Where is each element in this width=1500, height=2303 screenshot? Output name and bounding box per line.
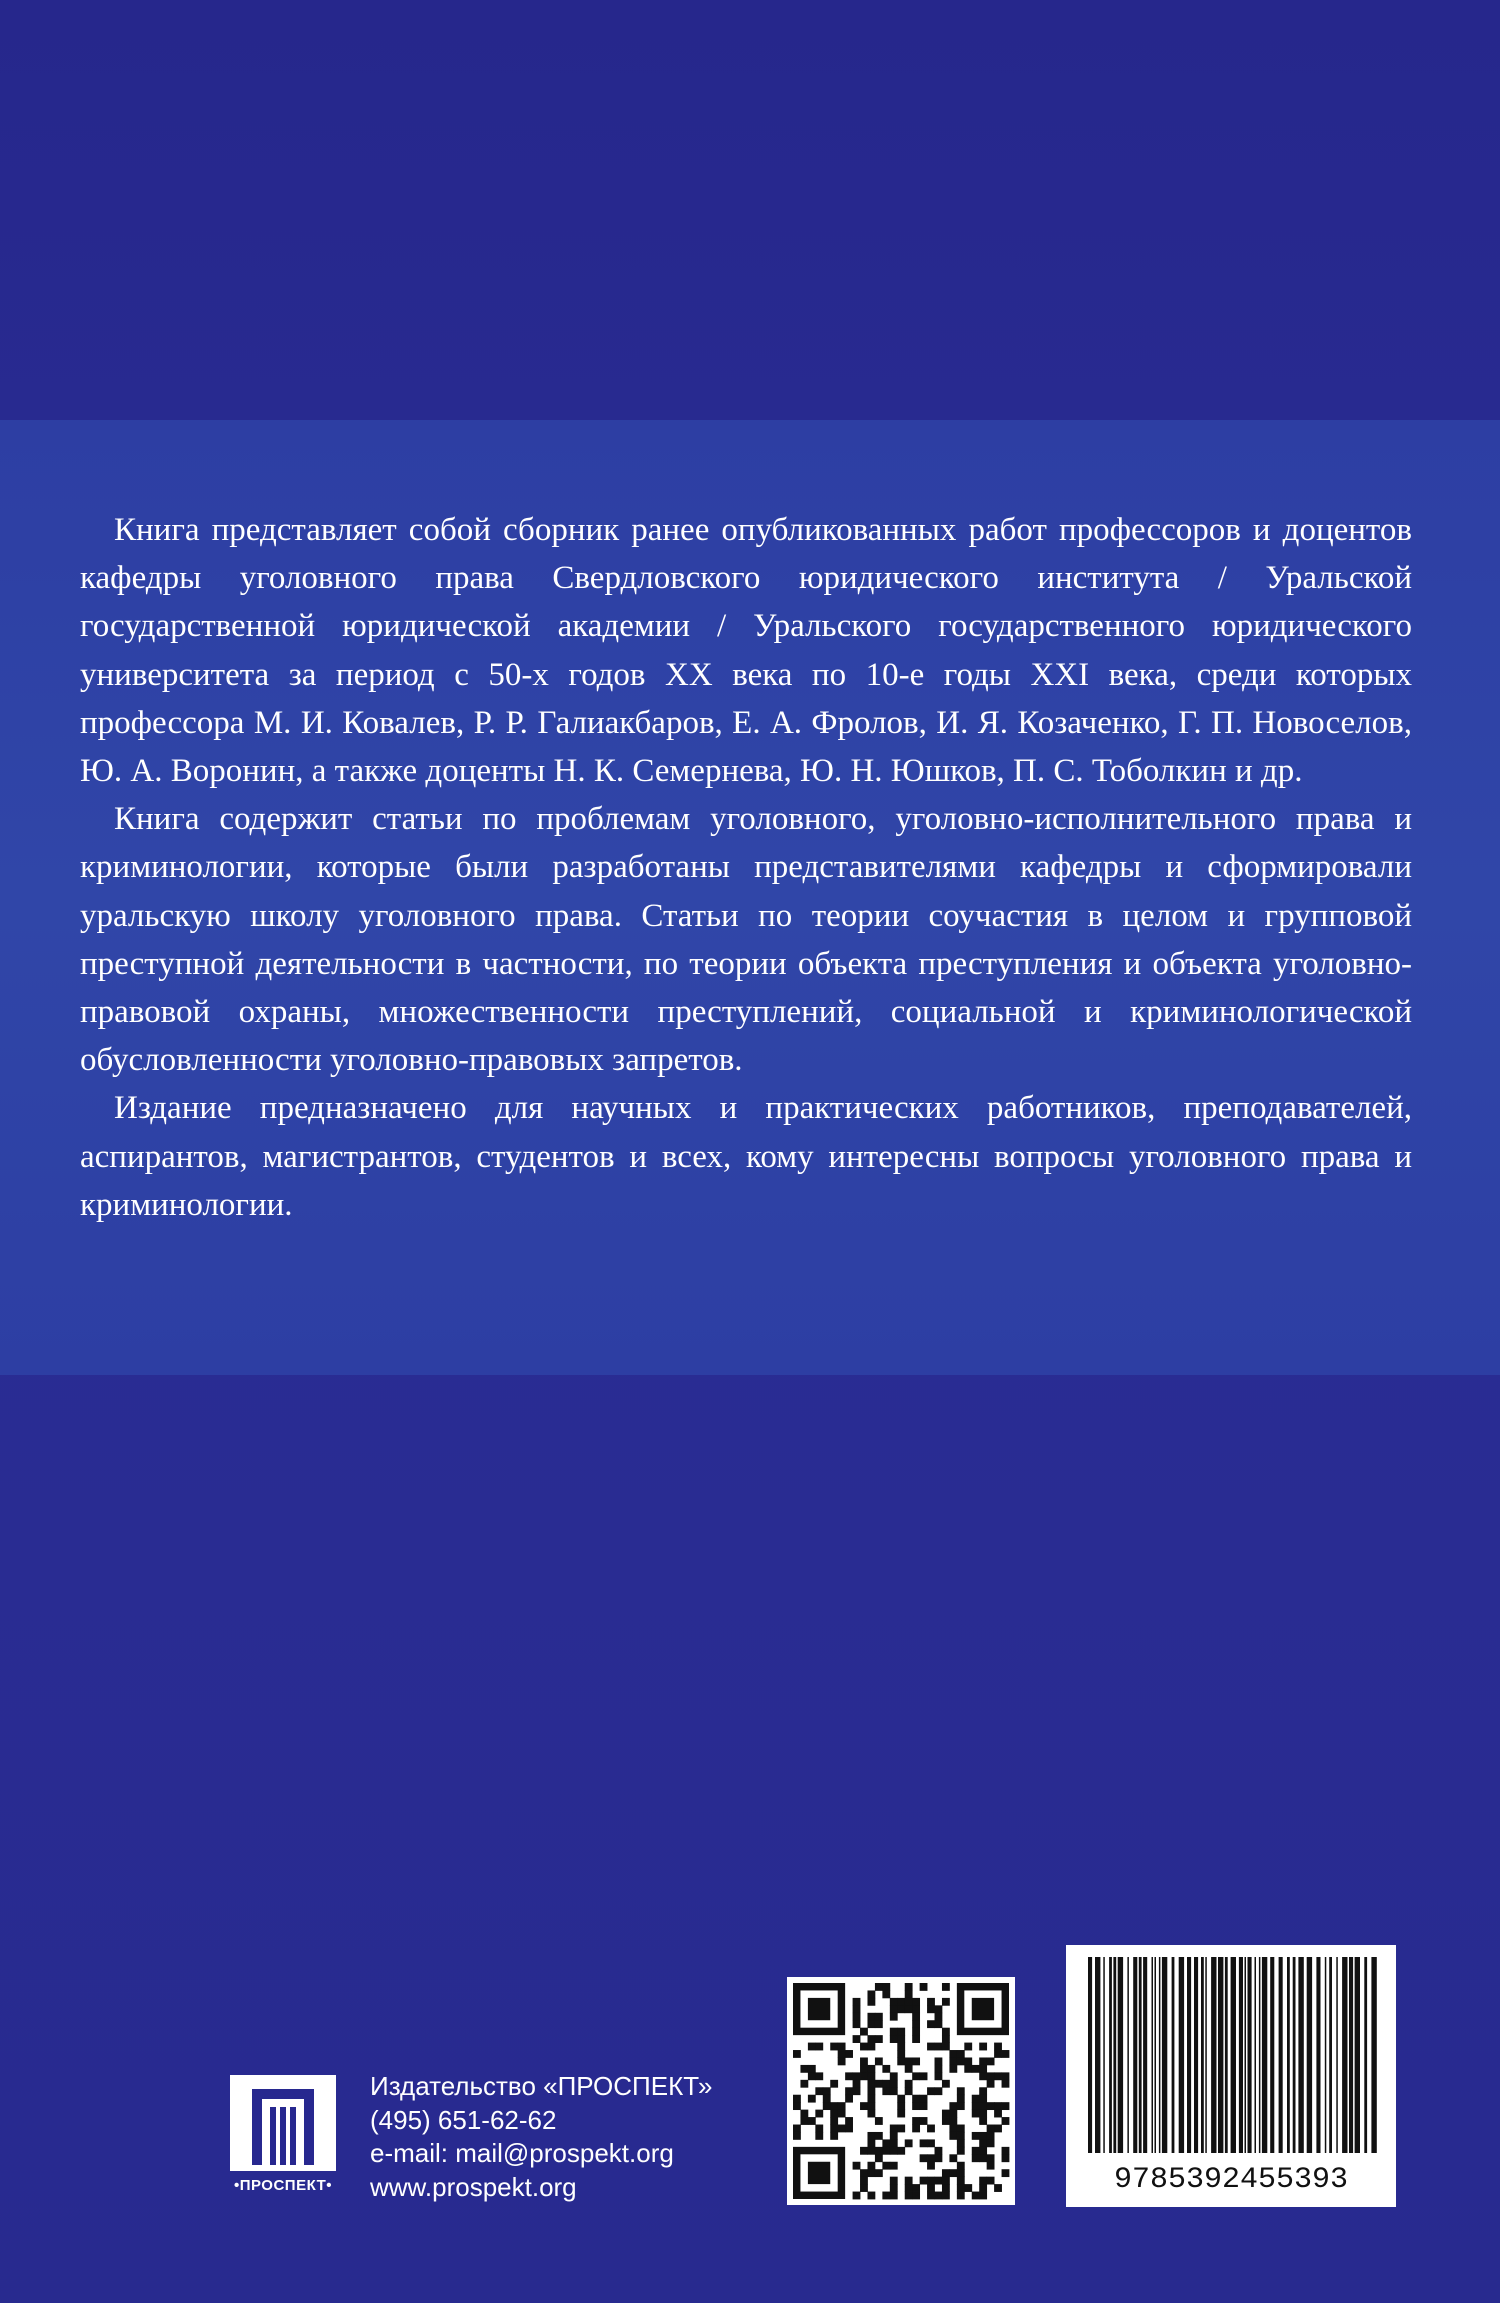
- publisher-info: [370, 2070, 712, 2204]
- barcode: [1066, 1945, 1396, 2207]
- logo-columns-icon: [230, 2075, 336, 2171]
- isbn-number: 9785392455393: [1113, 2163, 1349, 2197]
- annotation-paragraph-3: Издание предназначено для научных и практических работников, преподавателей, аспирантов, магистрантов, студентов и всех, кому интересны вопросы уголовного права и криминологии.: [80, 1090, 1412, 1223]
- publisher-name: Издательство «ПРОСПЕКТ»: [370, 2071, 713, 2101]
- annotation-paragraph-1: Книга представляет собой сборник ранее опубликованных работ профессоров и доцентов кафедры уголовного права Свердловского юридического института / Уральской государственной юридической академии / Уральского государственного юридического университета за период с 50-х годов XX века по 10-е годы XXI века, среди которых профессора М. И. Ковалев, Р. Р. Галиакбаров, Е. А. Фролов, И. Я. Козаченко, Г. П. Новоселов, Ю. А. Воронин, а также доценты Н. К. Семернева, Ю. Н. Юшков, П. С. Тоболкин и др.: [80, 512, 1412, 790]
- publisher-email: e-mail: mail@prospekt.org: [370, 2138, 674, 2168]
- barcode-bars-icon: [1066, 1945, 1396, 2160]
- publisher-website: www.prospekt.org: [370, 2171, 577, 2202]
- publisher-phone: (495) 651-62-62: [370, 2104, 557, 2135]
- qr-code-icon: [787, 1977, 1015, 2205]
- logo-text: •ПРОСПЕКТ•: [233, 2177, 333, 2194]
- publisher-logo: [218, 2075, 348, 2200]
- annotation-paragraph-2: Книга содержит статьи по проблемам уголовного, уголовно-исполнительного права и криминологии, которые были разработаны представителями кафедры и сформировали уральскую школу уголовного права. Статьи по теории соучастия в целом и групповой преступной деятельности в частности, по теории объекта преступления и объекта уголовно-правовой охраны, множественности преступлений, социальной и криминологической обусловленности уголовно-правовых запретов.: [80, 801, 1412, 1079]
- annotation-text: [80, 506, 1412, 1229]
